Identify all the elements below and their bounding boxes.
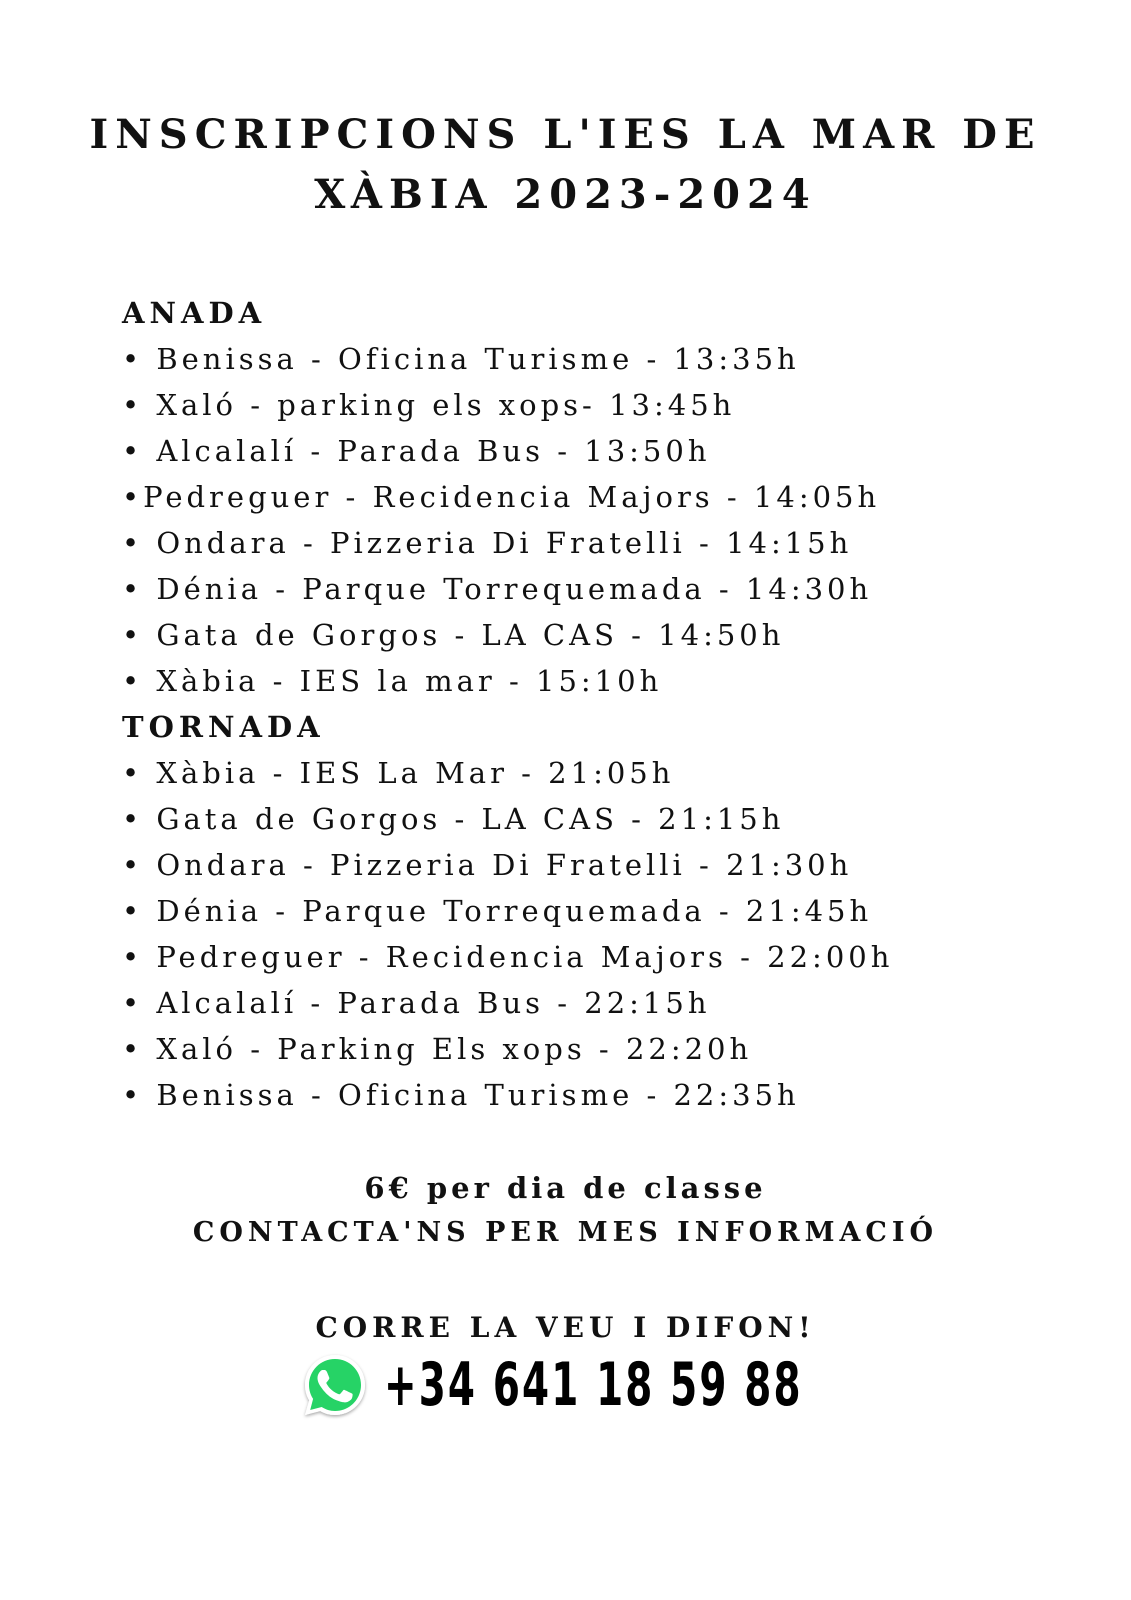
tornada-stop: • Ondara - Pizzeria Di Fratelli - 21:30h [122,848,853,882]
anada-stop: • Xaló - parking els xops- 13:45h [122,388,736,422]
page-title [0,105,1131,225]
anada-stop: • Dénia - Parque Torrequemada - 14:30h [122,572,873,606]
tornada-stop: • Xàbia - IES La Mar - 21:05h [122,756,675,790]
tornada-stop: • Xaló - Parking Els xops - 22:20h [122,1032,753,1066]
phone-number[interactable]: +34 641 18 59 88 [384,1350,803,1420]
price-text: 6€ per dia de classe [364,1171,767,1205]
spread-text: CORRE LA VEU I DIFON! [315,1311,816,1344]
tornada-stop: • Pedreguer - Recidencia Majors - 22:00h [122,940,894,974]
title-line-2: XÀBIA 2023-2024 [314,171,817,218]
anada-stop: • Benissa - Oficina Turisme - 13:35h [122,342,800,376]
anada-stop: • Gata de Gorgos - LA CAS - 14:50h [122,618,785,652]
anada-stop: • Alcalalí - Parada Bus - 13:50h [122,434,711,468]
tornada-stop: • Benissa - Oficina Turisme - 22:35h [122,1078,800,1112]
tornada-stop: • Alcalalí - Parada Bus - 22:15h [122,986,711,1020]
tornada-heading: TORNADA [122,710,325,744]
phone-row[interactable] [300,1345,966,1425]
anada-heading: ANADA [122,296,267,330]
tornada-stop: • Gata de Gorgos - LA CAS - 21:15h [122,802,785,836]
title-line-1: INSCRIPCIONS L'IES LA MAR DE [89,111,1042,158]
contact-text: CONTACTA'NS PER MES INFORMACIÓ [192,1217,939,1248]
anada-stop: • Xàbia - IES la mar - 15:10h [122,664,663,698]
anada-stop: •Pedreguer - Recidencia Majors - 14:05h [122,480,881,514]
whatsapp-icon [300,1350,370,1420]
anada-stop: • Ondara - Pizzeria Di Fratelli - 14:15h [122,526,853,560]
tornada-stop: • Dénia - Parque Torrequemada - 21:45h [122,894,873,928]
schedule [122,290,1082,1118]
